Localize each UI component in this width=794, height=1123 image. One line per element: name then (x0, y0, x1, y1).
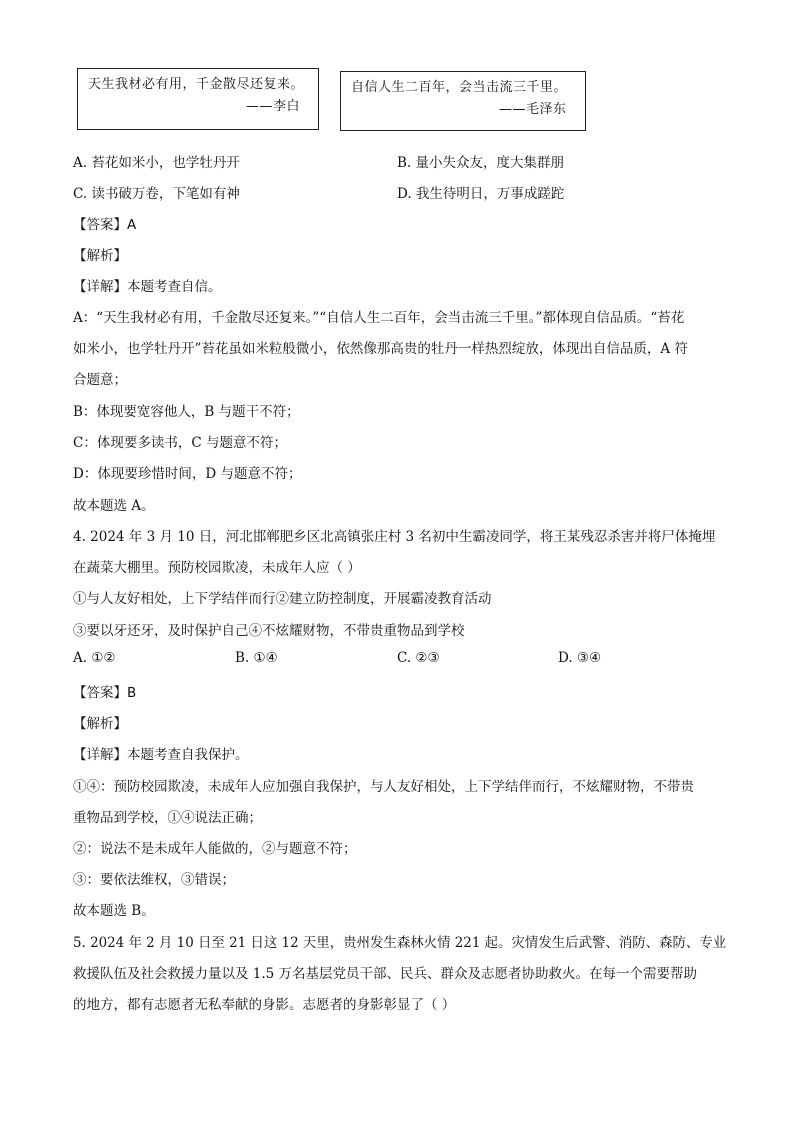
analysis-label: 【解析】 (73, 716, 127, 732)
option-b: B. 量小失众友，度大集群朋 (397, 155, 565, 171)
explanation-line: 故本题选 A。 (73, 498, 155, 514)
option-b: B. ①④ (235, 650, 278, 666)
detail-label: 【详解】本题考查自信。 (73, 279, 222, 295)
explanation-line: D：体现要珍惜时间，D 与题意不符； (73, 466, 302, 482)
explanation-line: 如米小，也学牡丹开”苔花虽如米粒般微小，依然像那高贵的牡丹一样热烈绽放，体现出自信品质，A 符 (73, 341, 688, 357)
detail-label: 【详解】本题考查自我保护。 (73, 747, 249, 763)
explanation-line: C：体现要多读书，C 与题意不符； (73, 435, 287, 451)
answer-label: 【答案】B (73, 685, 137, 701)
option-a: A. ①② (73, 650, 116, 666)
option-d: D. 我生待明日，万事成蹉跎 (397, 186, 565, 202)
question-stem: 的地方，都有志愿者无私奉献的身影。志愿者的身影彰显了（ ） (73, 997, 456, 1013)
option-d: D. ③④ (558, 650, 602, 666)
quote-author: ——毛泽东 (499, 102, 567, 117)
question-stem: 救援队伍及社会救援力量以及 1.5 万名基层党员干部、民兵、群众及志愿者协助救火。在每一个需要帮助 (73, 966, 698, 982)
option-c: C. ②③ (397, 650, 440, 666)
explanation-line: B：体现要宽容他人，B 与题干不符； (73, 404, 300, 420)
quote-text: 天生我材必有用，千金散尽还复来。 (88, 77, 305, 92)
option-c: C. 读书破万卷，下笔如有神 (73, 186, 240, 202)
explanation-line: ①④：预防校园欺凌，未成年人应加强自我保护，与人友好相处，上下学结伴而行，不炫耀财物，不带贵 (73, 779, 694, 795)
option-a: A. 苔花如米小，也学牡丹开 (73, 155, 240, 171)
quote-box-li-bai (77, 68, 319, 130)
quote-box-mao-zedong (340, 71, 586, 131)
question-stem: 4. 2024 年 3 月 10 日，河北邯郸肥乡区北高镇张庄村 3 名初中生霸凌同学，将王某残忍杀害并将尸体掩埋 (73, 529, 716, 545)
explanation-line: 合题意； (73, 372, 127, 388)
explanation-line: 故本题选 B。 (73, 903, 155, 919)
explanation-line: A：“天生我材必有用，千金散尽还复来。”“自信人生二百年，会当击流三千里。”都体现自信品质。“苔花 (73, 310, 685, 326)
explanation-line: 重物品到学校，①④说法正确； (73, 810, 262, 826)
explanation-line: ③：要依法维权，③错误； (73, 872, 235, 888)
statement-line: ③要以牙还牙，及时保护自己④不炫耀财物，不带贵重物品到学校 (73, 623, 465, 639)
statement-line: ①与人友好相处，上下学结伴而行②建立防控制度，开展霸凌教育活动 (73, 591, 492, 607)
explanation-line: ②：说法不是未成年人能做的，②与题意不符； (73, 841, 357, 857)
answer-label: 【答案】A (73, 217, 137, 233)
analysis-label: 【解析】 (73, 248, 127, 264)
quote-text: 自信人生二百年，会当击流三千里。 (351, 80, 568, 95)
quote-author: ——李白 (246, 99, 301, 114)
question-stem: 在蔬菜大棚里。预防校园欺凌，未成年人应（ ） (73, 560, 361, 576)
question-stem: 5. 2024 年 2 月 10 日至 21 日这 12 天里，贵州发生森林火情 221 起。灾情发生后武警、消防、森防、专业 (73, 935, 727, 951)
